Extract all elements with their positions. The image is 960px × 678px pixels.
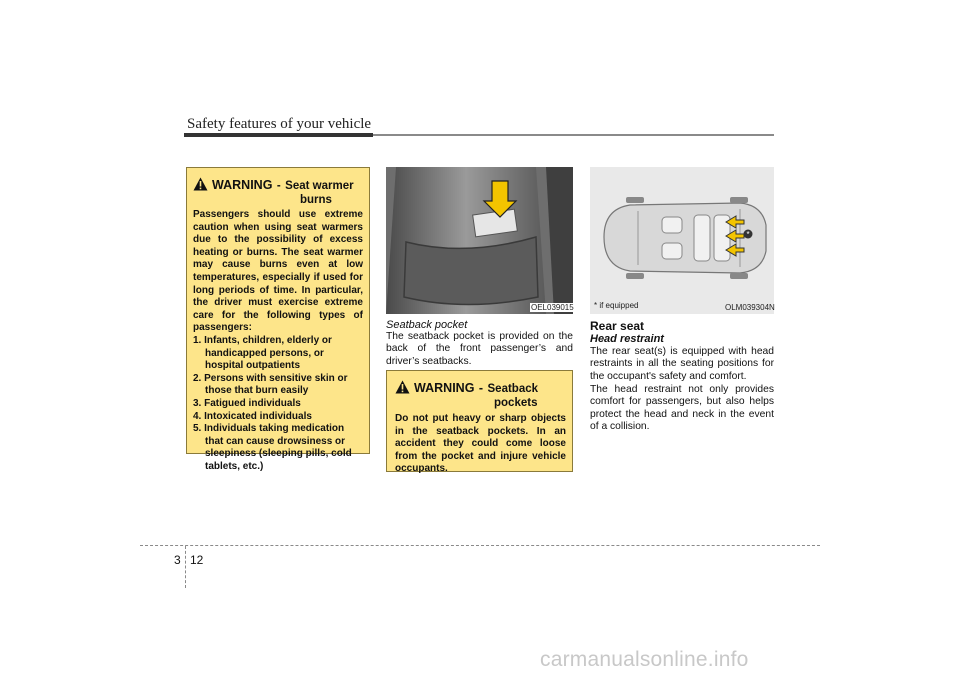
warning-word: WARNING: [414, 381, 475, 395]
warning-box-seat-warmer: [186, 167, 370, 472]
warning-text: Passengers should use extreme caution when using seat warmers due to the possibility of excess heating or burns. The seat warmer may cause burns even at low temperatures, especially if used for long periods of time. In particular, the driver must exercise extreme care for the following types of passengers:: [193, 209, 363, 334]
seatback-illustration: [386, 167, 573, 314]
seatback-pocket-text: The seatback pocket is provided on the back of the front passenger’s and driver’s seatbacks.: [386, 331, 573, 367]
warning-list-item: 4. Intoxicated individuals: [193, 410, 312, 422]
warning-word: WARNING: [212, 178, 273, 192]
warning-topic: Seatback: [487, 383, 539, 395]
header-rule-light: [373, 134, 774, 136]
warning-list-item: 5. Individuals taking medication that can cause drowsiness or sleepiness (sleeping pills, cold tablets, etc.): [193, 423, 352, 472]
header-rule-dark: [184, 133, 373, 137]
warning-heading: [395, 379, 566, 410]
page-header-title: Safety features of your vehicle: [187, 116, 372, 132]
diagram-note: * if equipped: [594, 301, 639, 310]
warning-text: Do not put heavy or sharp objects in the seatback pockets. In an accident they could come loose from the pocket and injure vehicle occupants.: [395, 413, 566, 475]
warning-triangle-icon: [193, 177, 208, 191]
warning-heading: [193, 176, 363, 207]
seatback-pocket-photo: [386, 167, 573, 314]
warning-list: [193, 335, 363, 474]
footer-divider: [185, 546, 186, 588]
head-restraint-title: Head restraint: [590, 333, 664, 345]
warning-triangle-icon: [395, 380, 410, 394]
head-restraint-para2: The head restraint not only provides comfort for passengers, but also helps protect the head and neck in the event of a collision.: [590, 384, 774, 433]
warning-topic-line2: burns: [300, 194, 332, 206]
warning-dash: -: [276, 180, 281, 192]
photo-code: OEL039015: [531, 303, 574, 312]
seatback-pocket-title: Seatback pocket: [386, 319, 468, 331]
footer-rule: [140, 545, 820, 546]
page-number: 12: [190, 553, 204, 567]
diagram-code: OLM039304N: [725, 303, 775, 312]
vehicle-top-view: [590, 167, 774, 314]
head-restraint-para1: The rear seat(s) is equipped with head restraints in all the seating positions for the occupant's safety and comfort.: [590, 346, 774, 382]
diagram-marker: *: [746, 230, 750, 239]
warning-dash: -: [478, 381, 484, 395]
watermark: carmanualsonline.info: [540, 648, 749, 671]
rear-seat-title: Rear seat: [590, 319, 645, 333]
warning-list-item: 1. Infants, children, elderly or handicapped persons, or hospital outpatients: [193, 334, 332, 372]
warning-topic-line2: pockets: [494, 397, 538, 409]
warning-list-item: 3. Fatigued individuals: [193, 397, 301, 409]
warning-box-seatback-pockets: [386, 370, 573, 475]
rear-seat-diagram: [590, 167, 774, 314]
warning-topic: Seat warmer: [285, 180, 354, 192]
chapter-number: 3: [174, 553, 181, 567]
warning-list-item: 2. Persons with sensitive skin or those that burn easily: [193, 372, 348, 397]
